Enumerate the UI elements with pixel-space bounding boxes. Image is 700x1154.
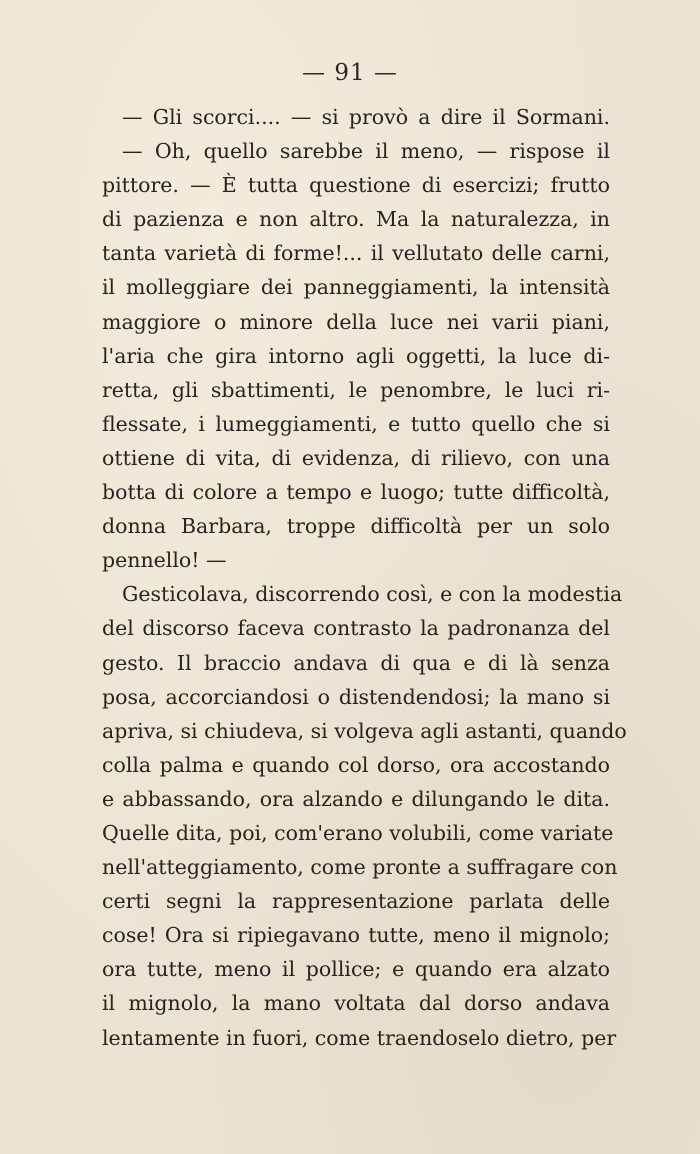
text-line: il molleggiare dei panneggiamenti, la intensità xyxy=(102,275,610,300)
text-line: lentamente in fuori, come traendoselo dietro, per xyxy=(102,1025,617,1050)
text-line: Gesticolava, discorrendo così, e con la modestia xyxy=(122,582,623,607)
text-line: cose! Ora si ripiegavano tutte, meno il mignolo; xyxy=(102,923,610,948)
text-line: del discorso faceva contrasto la padronanza del xyxy=(102,616,610,641)
text-line: di pazienza e non altro. Ma la naturalezza, in xyxy=(102,207,610,232)
page-number: — 91 — xyxy=(302,60,398,86)
text-line: retta, gli sbattimenti, le penombre, le luci ri- xyxy=(102,377,610,402)
text-line: — Oh, quello sarebbe il meno, — rispose il xyxy=(122,139,610,164)
text-line: pittore. — È tutta questione di esercizi; frutto xyxy=(102,173,610,198)
text-line: — Gli scorci.... — si provò a dire il Sormani. xyxy=(122,105,610,129)
text-line: ottiene di vita, di evidenza, di rilievo, con una xyxy=(102,445,610,470)
text-line: il mignolo, la mano voltata dal dorso andava xyxy=(102,991,610,1016)
text-line: tanta varietà di forme!... il vellutato delle carni, xyxy=(102,241,610,266)
text-line: Quelle dita, poi, com'erano volubili, come variate xyxy=(102,820,614,845)
text-line: pennello! — xyxy=(102,548,227,573)
text-line: flessate, i lumeggiamenti, e tutto quello che si xyxy=(102,411,610,436)
text-line: certi segni la rappresentazione parlata delle xyxy=(102,889,610,914)
body-text xyxy=(102,100,627,1055)
text-line: nell'atteggiamento, come pronte a suffragare con xyxy=(102,855,618,880)
text-line: ora tutte, meno il pollice; e quando era alzato xyxy=(102,957,610,982)
text-line: donna Barbara, troppe difficoltà per un solo xyxy=(102,514,610,539)
text-line: apriva, si chiudeva, si volgeva agli astanti, quando xyxy=(102,718,627,743)
text-line: posa, accorciandosi o distendendosi; la mano si xyxy=(102,684,610,709)
text-line: maggiore o minore della luce nei varii piani, xyxy=(102,309,610,334)
text-line: e abbassando, ora alzando e dilungando le dita. xyxy=(102,786,610,811)
text-line: l'aria che gira intorno agli oggetti, la luce di- xyxy=(102,343,610,368)
text-line: colla palma e quando col dorso, ora accostando xyxy=(102,752,610,777)
text-line: botta di colore a tempo e luogo; tutte difficoltà, xyxy=(102,480,610,505)
text-line: gesto. Il braccio andava di qua e di là senza xyxy=(102,650,610,675)
